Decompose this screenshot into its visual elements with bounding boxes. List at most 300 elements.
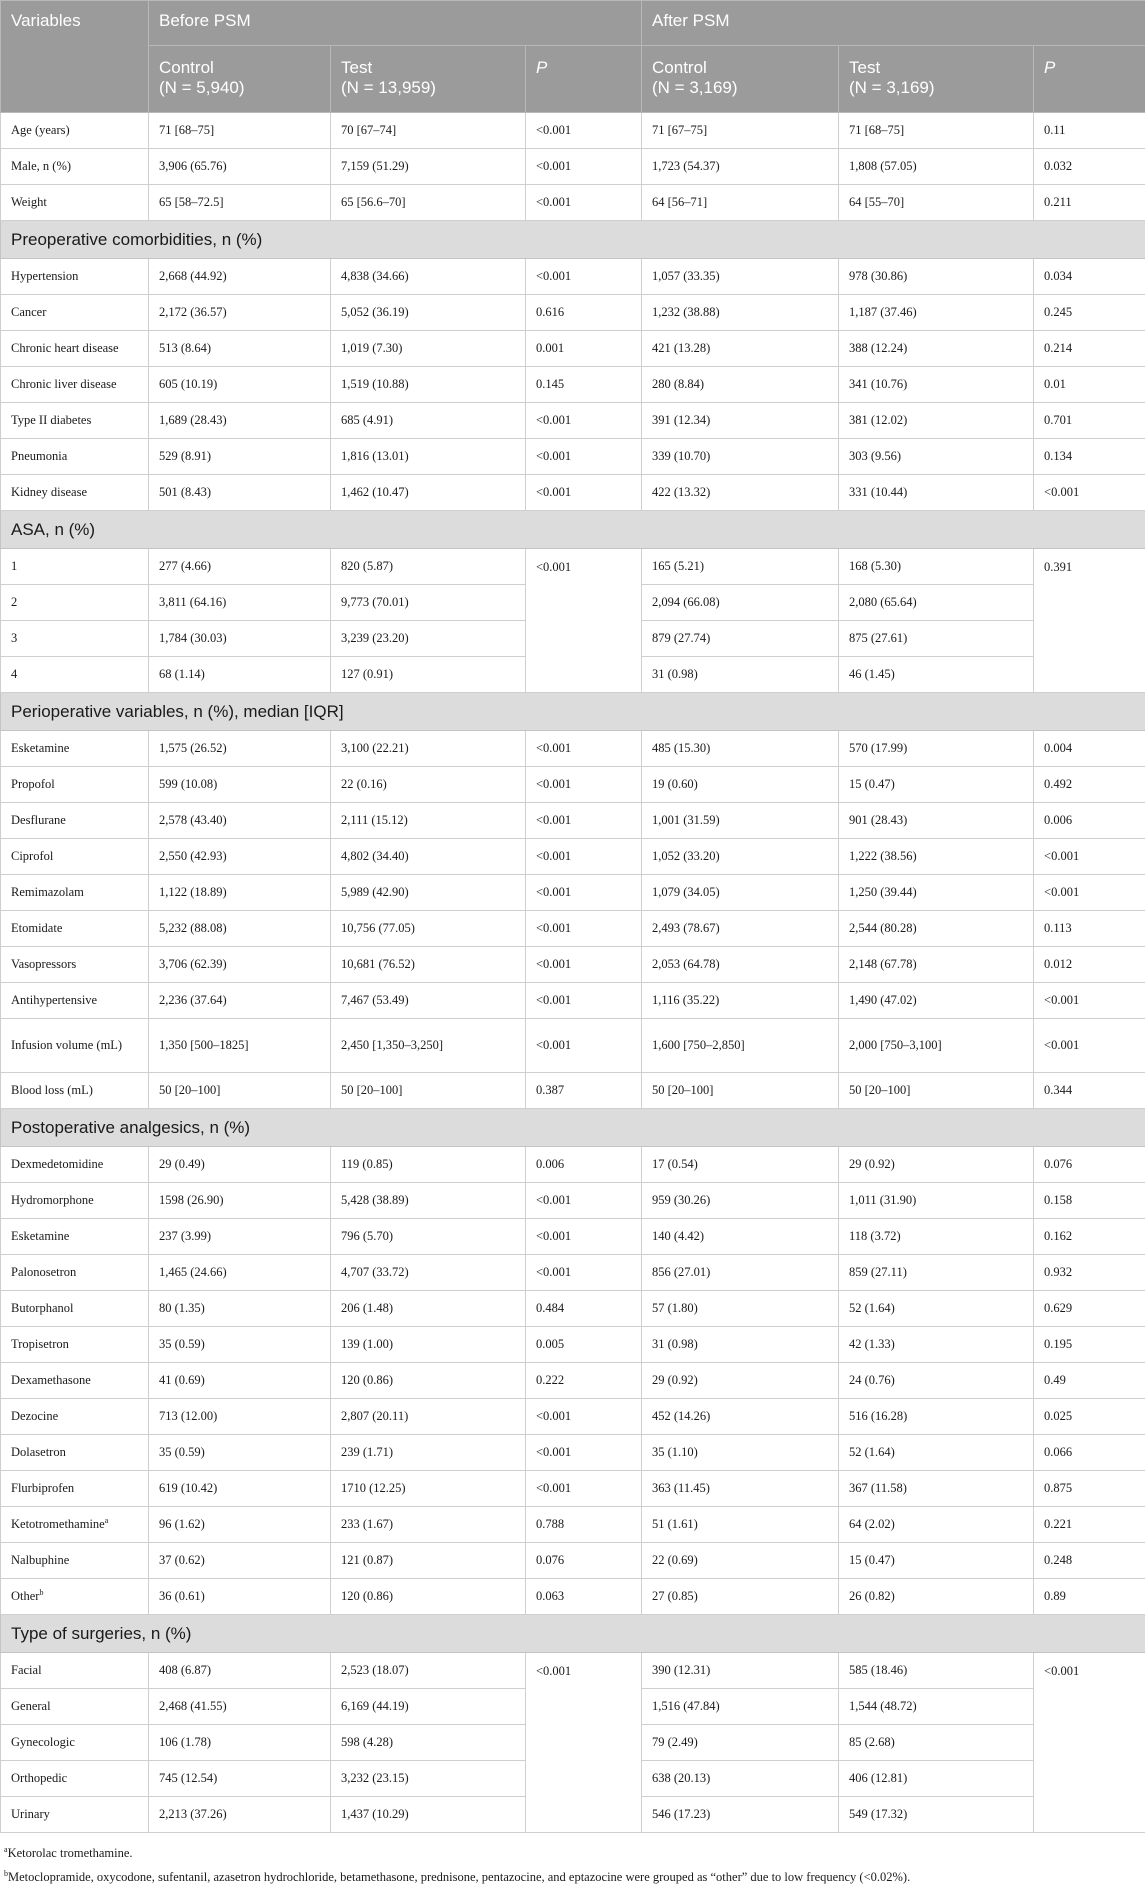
footnote-marker: a	[104, 1515, 109, 1525]
value-cell: 22 (0.69)	[642, 1543, 839, 1579]
table-row	[1, 295, 1145, 331]
value-cell: 35 (0.59)	[149, 1435, 331, 1471]
value-cell: 3,706 (62.39)	[149, 947, 331, 983]
value-cell: 1,689 (28.43)	[149, 403, 331, 439]
value-cell: 140 (4.42)	[642, 1219, 839, 1255]
p-value-cell: <0.001	[526, 911, 642, 947]
value-cell: 1,222 (38.56)	[839, 839, 1034, 875]
table-row	[1, 1327, 1145, 1363]
footnote-marker: b	[39, 1587, 44, 1597]
value-cell: 390 (12.31)	[642, 1653, 839, 1689]
p-value-cell: 0.162	[1034, 1219, 1145, 1255]
p-value-cell: 0.006	[526, 1147, 642, 1183]
grouped-p-value: <0.001	[1034, 1653, 1145, 1833]
p-value-cell: 0.248	[1034, 1543, 1145, 1579]
p-value-cell: <0.001	[526, 149, 642, 185]
value-cell: 233 (1.67)	[331, 1507, 526, 1543]
p-value-cell: 0.012	[1034, 947, 1145, 983]
value-cell: 6,169 (44.19)	[331, 1689, 526, 1725]
value-cell: 96 (1.62)	[149, 1507, 331, 1543]
row-label: 1	[1, 549, 149, 585]
value-cell: 2,094 (66.08)	[642, 585, 839, 621]
value-cell: 1,079 (34.05)	[642, 875, 839, 911]
value-cell: 239 (1.71)	[331, 1435, 526, 1471]
value-cell: 50 [20–100]	[331, 1073, 526, 1109]
row-label: Chronic liver disease	[1, 367, 149, 403]
value-cell: 875 (27.61)	[839, 621, 1034, 657]
table-row	[1, 259, 1145, 295]
p-value-cell: 0.492	[1034, 767, 1145, 803]
value-cell: 52 (1.64)	[839, 1291, 1034, 1327]
value-cell: 1,519 (10.88)	[331, 367, 526, 403]
value-cell: 37 (0.62)	[149, 1543, 331, 1579]
value-cell: 27 (0.85)	[642, 1579, 839, 1615]
row-label: Weight	[1, 185, 149, 221]
value-cell: 1710 (12.25)	[331, 1471, 526, 1507]
p-value-cell: 0.629	[1034, 1291, 1145, 1327]
p-value-cell: <0.001	[526, 1255, 642, 1291]
row-label: Chronic heart disease	[1, 331, 149, 367]
table-row	[1, 731, 1145, 767]
p-value-cell: 0.025	[1034, 1399, 1145, 1435]
table-row	[1, 1471, 1145, 1507]
p-value-cell: 0.11	[1034, 113, 1145, 149]
section-header-row	[1, 511, 1145, 549]
grouped-p-value: 0.391	[1034, 549, 1145, 693]
value-cell: 2,111 (15.12)	[331, 803, 526, 839]
value-cell: 570 (17.99)	[839, 731, 1034, 767]
value-cell: 29 (0.49)	[149, 1147, 331, 1183]
row-label: Age (years)	[1, 113, 149, 149]
value-cell: 65 [58–72.5]	[149, 185, 331, 221]
table-row	[1, 331, 1145, 367]
row-label: Infusion volume (mL)	[1, 1019, 149, 1073]
p-value-cell: <0.001	[526, 1399, 642, 1435]
row-label: Facial	[1, 1653, 149, 1689]
table-row	[1, 1579, 1145, 1615]
value-cell: 277 (4.66)	[149, 549, 331, 585]
before-psm-header: Before PSM	[149, 1, 642, 46]
section-title: Perioperative variables, n (%), median [IQR]	[1, 693, 1145, 731]
table-row	[1, 983, 1145, 1019]
value-cell: 1598 (26.90)	[149, 1183, 331, 1219]
value-cell: 2,080 (65.64)	[839, 585, 1034, 621]
value-cell: 127 (0.91)	[331, 657, 526, 693]
value-cell: 19 (0.60)	[642, 767, 839, 803]
col-header-test-after: Test (N = 3,169)	[839, 46, 1034, 113]
p-value-cell: <0.001	[526, 947, 642, 983]
section-title: ASA, n (%)	[1, 511, 1145, 549]
value-cell: 859 (27.11)	[839, 1255, 1034, 1291]
row-label: Vasopressors	[1, 947, 149, 983]
row-label: Hypertension	[1, 259, 149, 295]
table-row	[1, 1363, 1145, 1399]
value-cell: 501 (8.43)	[149, 475, 331, 511]
p-value-cell: 0.932	[1034, 1255, 1145, 1291]
table-row	[1, 839, 1145, 875]
value-cell: 513 (8.64)	[149, 331, 331, 367]
after-psm-header: After PSM	[642, 1, 1145, 46]
value-cell: 1,187 (37.46)	[839, 295, 1034, 331]
p-value-cell: <0.001	[1034, 875, 1145, 911]
p-value-cell: 0.701	[1034, 403, 1145, 439]
value-cell: 1,600 [750–2,850]	[642, 1019, 839, 1073]
p-value-cell: <0.001	[526, 731, 642, 767]
value-cell: 2,468 (41.55)	[149, 1689, 331, 1725]
row-label: 4	[1, 657, 149, 693]
value-cell: 2,493 (78.67)	[642, 911, 839, 947]
p-value-cell: <0.001	[526, 1219, 642, 1255]
value-cell: 2,807 (20.11)	[331, 1399, 526, 1435]
footnote-a: $^a$Ketorolac tromethamine.	[4, 1844, 133, 1860]
row-label: 3	[1, 621, 149, 657]
value-cell: 50 [20–100]	[642, 1073, 839, 1109]
value-cell: 363 (11.45)	[642, 1471, 839, 1507]
table-row	[1, 1435, 1145, 1471]
p-value-cell: <0.001	[526, 113, 642, 149]
row-label: Pneumonia	[1, 439, 149, 475]
value-cell: 2,578 (43.40)	[149, 803, 331, 839]
row-label: 2	[1, 585, 149, 621]
row-label: General	[1, 1689, 149, 1725]
value-cell: 339 (10.70)	[642, 439, 839, 475]
p-value-cell: 0.076	[1034, 1147, 1145, 1183]
value-cell: 1,490 (47.02)	[839, 983, 1034, 1019]
value-cell: 52 (1.64)	[839, 1435, 1034, 1471]
value-cell: 879 (27.74)	[642, 621, 839, 657]
value-cell: 546 (17.23)	[642, 1797, 839, 1833]
value-cell: 5,232 (88.08)	[149, 911, 331, 947]
value-cell: 165 (5.21)	[642, 549, 839, 585]
row-label: Other$^b$	[1, 1579, 149, 1615]
p-value-cell: <0.001	[526, 475, 642, 511]
row-label: Remimazolam	[1, 875, 149, 911]
section-header-row	[1, 1615, 1145, 1653]
p-value-cell: 0.005	[526, 1327, 642, 1363]
value-cell: 17 (0.54)	[642, 1147, 839, 1183]
footnote-b: $^b$Metoclopramide, oxycodone, sufentanil, azasetron hydrochloride, betamethasone, prednisone, pentazocine, and eptazocine were grouped as “other” due to low frequency (<0.02%).	[4, 1868, 911, 1884]
value-cell: 585 (18.46)	[839, 1653, 1034, 1689]
value-cell: 406 (12.81)	[839, 1761, 1034, 1797]
section-title: Type of surgeries, n (%)	[1, 1615, 1145, 1653]
row-label: Dexmedetomidine	[1, 1147, 149, 1183]
table-row	[1, 475, 1145, 511]
table-row	[1, 1073, 1145, 1109]
value-cell: 1,052 (33.20)	[642, 839, 839, 875]
p-value-cell: 0.214	[1034, 331, 1145, 367]
p-value-cell: 0.245	[1034, 295, 1145, 331]
p-value-cell: 0.484	[526, 1291, 642, 1327]
row-label: Type II diabetes	[1, 403, 149, 439]
value-cell: 35 (1.10)	[642, 1435, 839, 1471]
row-label: Orthopedic	[1, 1761, 149, 1797]
value-cell: 1,122 (18.89)	[149, 875, 331, 911]
value-cell: 3,239 (23.20)	[331, 621, 526, 657]
table-row	[1, 767, 1145, 803]
p-value-cell: <0.001	[526, 439, 642, 475]
p-value-cell: <0.001	[526, 767, 642, 803]
value-cell: 901 (28.43)	[839, 803, 1034, 839]
row-label: Ketotromethamine$^a$	[1, 1507, 149, 1543]
p-value-cell: <0.001	[526, 839, 642, 875]
value-cell: 119 (0.85)	[331, 1147, 526, 1183]
grouped-p-value: <0.001	[526, 549, 642, 693]
table-row	[1, 803, 1145, 839]
value-cell: 1,816 (13.01)	[331, 439, 526, 475]
value-cell: 978 (30.86)	[839, 259, 1034, 295]
value-cell: 1,575 (26.52)	[149, 731, 331, 767]
value-cell: 2,450 [1,350–3,250]	[331, 1019, 526, 1073]
p-value-cell: 0.89	[1034, 1579, 1145, 1615]
value-cell: 5,052 (36.19)	[331, 295, 526, 331]
table-row	[1, 113, 1145, 149]
value-cell: 29 (0.92)	[839, 1147, 1034, 1183]
value-cell: 7,467 (53.49)	[331, 983, 526, 1019]
value-cell: 41 (0.69)	[149, 1363, 331, 1399]
value-cell: 599 (10.08)	[149, 767, 331, 803]
table-row	[1, 911, 1145, 947]
row-label: Dexamethasone	[1, 1363, 149, 1399]
table-header	[1, 1, 1145, 113]
p-value-cell: 0.001	[526, 331, 642, 367]
value-cell: 7,159 (51.29)	[331, 149, 526, 185]
value-cell: 2,213 (37.26)	[149, 1797, 331, 1833]
value-cell: 206 (1.48)	[331, 1291, 526, 1327]
value-cell: 2,544 (80.28)	[839, 911, 1034, 947]
p-value-cell: <0.001	[1034, 1019, 1145, 1073]
table-row	[1, 1291, 1145, 1327]
value-cell: 713 (12.00)	[149, 1399, 331, 1435]
value-cell: 64 [56–71]	[642, 185, 839, 221]
value-cell: 5,428 (38.89)	[331, 1183, 526, 1219]
value-cell: 796 (5.70)	[331, 1219, 526, 1255]
value-cell: 1,544 (48.72)	[839, 1689, 1034, 1725]
value-cell: 64 (2.02)	[839, 1507, 1034, 1543]
value-cell: 598 (4.28)	[331, 1725, 526, 1761]
value-cell: 15 (0.47)	[839, 1543, 1034, 1579]
row-label: Antihypertensive	[1, 983, 149, 1019]
row-label: Dezocine	[1, 1399, 149, 1435]
p-value-cell: 0.616	[526, 295, 642, 331]
row-label: Urinary	[1, 1797, 149, 1833]
value-cell: 31 (0.98)	[642, 1327, 839, 1363]
value-cell: 1,116 (35.22)	[642, 983, 839, 1019]
p-value-cell: <0.001	[526, 1435, 642, 1471]
value-cell: 36 (0.61)	[149, 1579, 331, 1615]
section-header-row	[1, 221, 1145, 259]
p-value-cell: 0.49	[1034, 1363, 1145, 1399]
table-row	[1, 439, 1145, 475]
value-cell: 106 (1.78)	[149, 1725, 331, 1761]
value-cell: 1,516 (47.84)	[642, 1689, 839, 1725]
value-cell: 4,838 (34.66)	[331, 259, 526, 295]
row-label: Blood loss (mL)	[1, 1073, 149, 1109]
value-cell: 10,681 (76.52)	[331, 947, 526, 983]
p-value-cell: 0.221	[1034, 1507, 1145, 1543]
value-cell: 421 (13.28)	[642, 331, 839, 367]
p-value-cell: 0.01	[1034, 367, 1145, 403]
col-header-p-after: P	[1034, 46, 1145, 113]
value-cell: 2,668 (44.92)	[149, 259, 331, 295]
value-cell: 619 (10.42)	[149, 1471, 331, 1507]
table-body	[1, 113, 1145, 1833]
value-cell: 10,756 (77.05)	[331, 911, 526, 947]
p-value-cell: 0.113	[1034, 911, 1145, 947]
value-cell: 71 [68–75]	[149, 113, 331, 149]
p-value-cell: <0.001	[526, 1471, 642, 1507]
value-cell: 118 (3.72)	[839, 1219, 1034, 1255]
row-label: Esketamine	[1, 1219, 149, 1255]
p-value-cell: <0.001	[1034, 839, 1145, 875]
col-header-control-after: Control (N = 3,169)	[642, 46, 839, 113]
value-cell: 1,001 (31.59)	[642, 803, 839, 839]
p-value-cell: 0.076	[526, 1543, 642, 1579]
table-row	[1, 149, 1145, 185]
value-cell: 71 [68–75]	[839, 113, 1034, 149]
value-cell: 1,057 (33.35)	[642, 259, 839, 295]
value-cell: 15 (0.47)	[839, 767, 1034, 803]
table-row	[1, 1653, 1145, 1689]
row-label: Cancer	[1, 295, 149, 331]
table-row	[1, 1147, 1145, 1183]
row-label: Palonosetron	[1, 1255, 149, 1291]
value-cell: 120 (0.86)	[331, 1579, 526, 1615]
value-cell: 85 (2.68)	[839, 1725, 1034, 1761]
value-cell: 120 (0.86)	[331, 1363, 526, 1399]
value-cell: 3,100 (22.21)	[331, 731, 526, 767]
value-cell: 1,011 (31.90)	[839, 1183, 1034, 1219]
row-label: Esketamine	[1, 731, 149, 767]
row-label: Kidney disease	[1, 475, 149, 511]
table-row	[1, 1543, 1145, 1579]
value-cell: 1,784 (30.03)	[149, 621, 331, 657]
value-cell: 549 (17.32)	[839, 1797, 1034, 1833]
table-row	[1, 1255, 1145, 1291]
row-label: Ciprofol	[1, 839, 149, 875]
section-header-row	[1, 693, 1145, 731]
value-cell: 2,000 [750–3,100]	[839, 1019, 1034, 1073]
row-label: Hydromorphone	[1, 1183, 149, 1219]
p-value-cell: 0.387	[526, 1073, 642, 1109]
p-value-cell: <0.001	[1034, 983, 1145, 1019]
p-value-cell: 0.875	[1034, 1471, 1145, 1507]
value-cell: 29 (0.92)	[642, 1363, 839, 1399]
p-value-cell: 0.063	[526, 1579, 642, 1615]
value-cell: 1,019 (7.30)	[331, 331, 526, 367]
value-cell: 4,707 (33.72)	[331, 1255, 526, 1291]
row-label: Nalbuphine	[1, 1543, 149, 1579]
value-cell: 638 (20.13)	[642, 1761, 839, 1797]
table-row	[1, 1183, 1145, 1219]
value-cell: 65 [56.6–70]	[331, 185, 526, 221]
value-cell: 79 (2.49)	[642, 1725, 839, 1761]
value-cell: 1,462 (10.47)	[331, 475, 526, 511]
value-cell: 50 [20–100]	[839, 1073, 1034, 1109]
col-header-test-before: Test (N = 13,959)	[331, 46, 526, 113]
value-cell: 280 (8.84)	[642, 367, 839, 403]
value-cell: 168 (5.30)	[839, 549, 1034, 585]
value-cell: 64 [55–70]	[839, 185, 1034, 221]
value-cell: 408 (6.87)	[149, 1653, 331, 1689]
p-value-cell: <0.001	[526, 1183, 642, 1219]
p-value-cell: 0.158	[1034, 1183, 1145, 1219]
value-cell: 422 (13.32)	[642, 475, 839, 511]
value-cell: 4,802 (34.40)	[331, 839, 526, 875]
value-cell: 2,236 (37.64)	[149, 983, 331, 1019]
value-cell: 605 (10.19)	[149, 367, 331, 403]
value-cell: 745 (12.54)	[149, 1761, 331, 1797]
table-row	[1, 549, 1145, 585]
value-cell: 3,232 (23.15)	[331, 1761, 526, 1797]
p-value-cell: <0.001	[526, 983, 642, 1019]
value-cell: 1,232 (38.88)	[642, 295, 839, 331]
p-value-cell: <0.001	[1034, 475, 1145, 511]
variables-header: Variables	[1, 1, 149, 113]
p-value-cell: 0.006	[1034, 803, 1145, 839]
row-label: Propofol	[1, 767, 149, 803]
value-cell: 856 (27.01)	[642, 1255, 839, 1291]
value-cell: 959 (30.26)	[642, 1183, 839, 1219]
table-row	[1, 1399, 1145, 1435]
section-header-row	[1, 1109, 1145, 1147]
value-cell: 341 (10.76)	[839, 367, 1034, 403]
value-cell: 24 (0.76)	[839, 1363, 1034, 1399]
p-value-cell: 0.145	[526, 367, 642, 403]
value-cell: 22 (0.16)	[331, 767, 526, 803]
value-cell: 685 (4.91)	[331, 403, 526, 439]
value-cell: 391 (12.34)	[642, 403, 839, 439]
p-value-cell: 0.032	[1034, 149, 1145, 185]
p-value-cell: <0.001	[526, 259, 642, 295]
value-cell: 1,723 (54.37)	[642, 149, 839, 185]
value-cell: 367 (11.58)	[839, 1471, 1034, 1507]
value-cell: 5,989 (42.90)	[331, 875, 526, 911]
value-cell: 516 (16.28)	[839, 1399, 1034, 1435]
value-cell: 381 (12.02)	[839, 403, 1034, 439]
table-row	[1, 1507, 1145, 1543]
value-cell: 68 (1.14)	[149, 657, 331, 693]
value-cell: 50 [20–100]	[149, 1073, 331, 1109]
value-cell: 3,906 (65.76)	[149, 149, 331, 185]
table-row	[1, 947, 1145, 983]
value-cell: 26 (0.82)	[839, 1579, 1034, 1615]
value-cell: 1,465 (24.66)	[149, 1255, 331, 1291]
value-cell: 388 (12.24)	[839, 331, 1034, 367]
p-value-cell: <0.001	[526, 403, 642, 439]
p-value-cell: <0.001	[526, 875, 642, 911]
value-cell: 1,808 (57.05)	[839, 149, 1034, 185]
value-cell: 452 (14.26)	[642, 1399, 839, 1435]
value-cell: 237 (3.99)	[149, 1219, 331, 1255]
p-value-cell: 0.066	[1034, 1435, 1145, 1471]
section-title: Postoperative analgesics, n (%)	[1, 1109, 1145, 1147]
col-header-p-before: P	[526, 46, 642, 113]
p-value-cell: 0.034	[1034, 259, 1145, 295]
value-cell: 820 (5.87)	[331, 549, 526, 585]
p-value-cell: <0.001	[526, 185, 642, 221]
p-value-cell: <0.001	[526, 803, 642, 839]
value-cell: 2,172 (36.57)	[149, 295, 331, 331]
value-cell: 35 (0.59)	[149, 1327, 331, 1363]
value-cell: 2,523 (18.07)	[331, 1653, 526, 1689]
footnotes	[0, 1833, 1145, 1889]
value-cell: 46 (1.45)	[839, 657, 1034, 693]
p-value-cell: 0.222	[526, 1363, 642, 1399]
p-value-cell: 0.195	[1034, 1327, 1145, 1363]
row-label: Tropisetron	[1, 1327, 149, 1363]
value-cell: 2,148 (67.78)	[839, 947, 1034, 983]
p-value-cell: 0.211	[1034, 185, 1145, 221]
